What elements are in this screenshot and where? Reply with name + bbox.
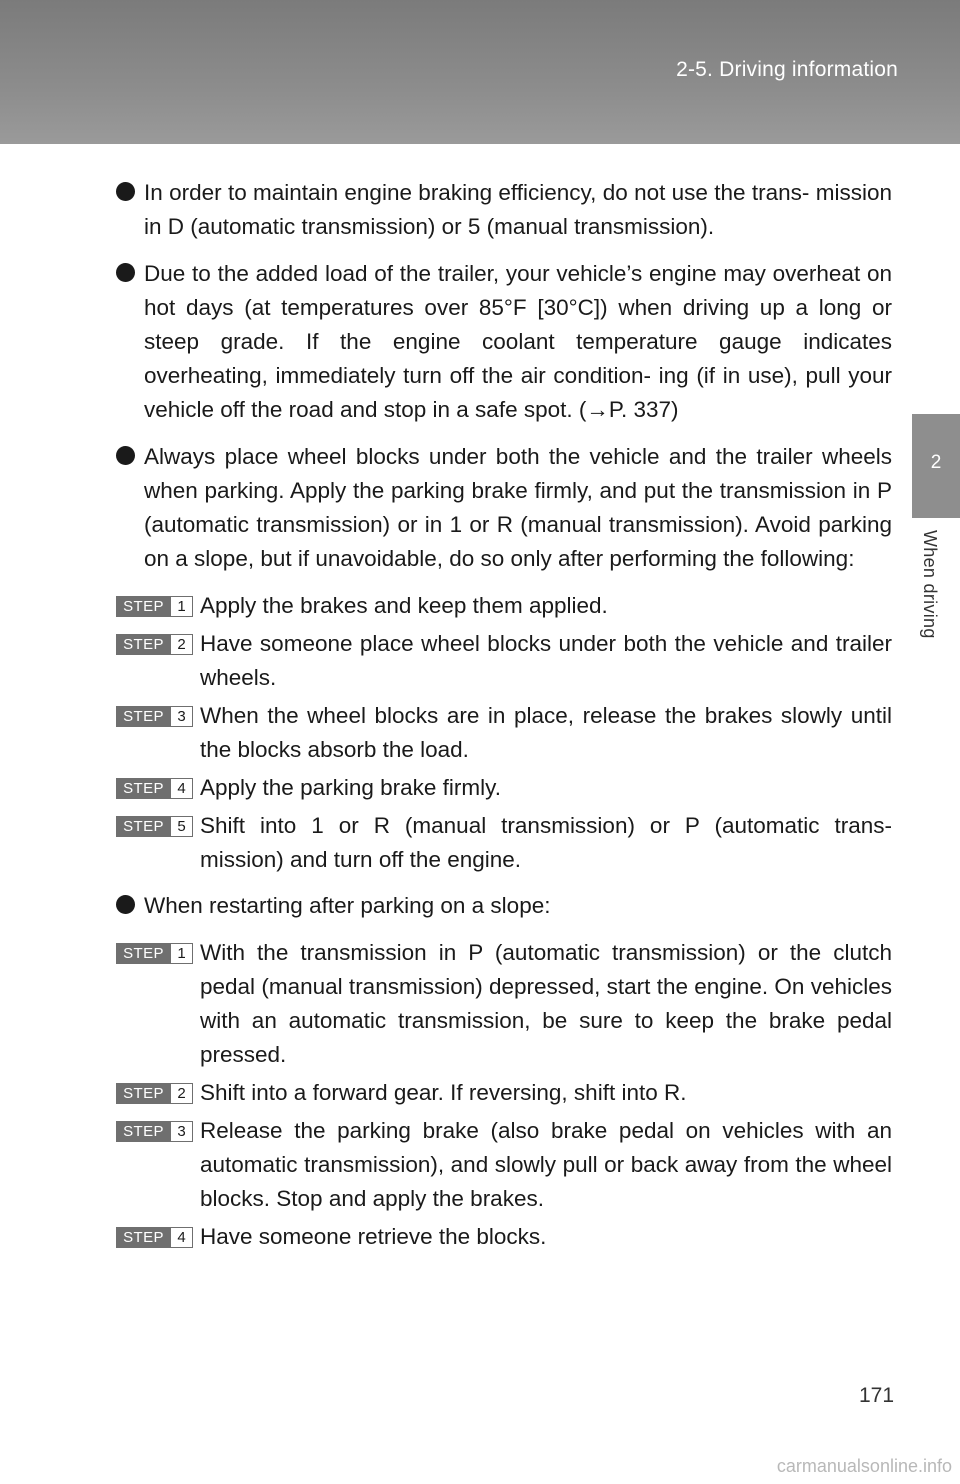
bullet-text: When restarting after parking on a slope:	[144, 893, 551, 918]
step-badge-label: STEP	[116, 634, 171, 655]
step-text: Shift into 1 or R (manual transmission) or P (automatic trans- mission) and turn off the engine.	[200, 813, 892, 872]
step-badge	[116, 1227, 193, 1248]
page-header	[0, 0, 960, 144]
bullet-item	[116, 889, 892, 923]
chapter-label: When driving	[920, 530, 940, 639]
step-badge-label: STEP	[116, 706, 171, 727]
step-badge-label: STEP	[116, 1121, 171, 1142]
watermark: carmanualsonline.info	[776, 1456, 952, 1476]
step-item	[116, 1220, 892, 1254]
step-text: When the wheel blocks are in place, release the brakes slowly until the blocks absorb the load.	[200, 703, 892, 762]
parking-steps	[116, 589, 892, 877]
step-badge	[116, 1083, 193, 1104]
bullet-dot-icon	[116, 446, 135, 465]
chapter-tab	[912, 414, 960, 518]
step-badge-label: STEP	[116, 943, 171, 964]
step-badge	[116, 816, 193, 837]
step-text: Apply the brakes and keep them applied.	[200, 593, 608, 618]
step-badge-number: 4	[171, 1227, 193, 1248]
step-badge-number: 1	[171, 943, 193, 964]
bullet-dot-icon	[116, 895, 135, 914]
step-badge-label: STEP	[116, 1227, 171, 1248]
step-text: Have someone place wheel blocks under both the vehicle and trailer wheels.	[200, 631, 892, 690]
step-badge-number: 3	[171, 706, 193, 727]
step-text: Release the parking brake (also brake pedal on vehicles with an automatic transmission), and slowly pull or back away from the wheel blocks. Stop and apply the brakes.	[200, 1118, 892, 1211]
step-item	[116, 627, 892, 695]
step-badge-label: STEP	[116, 1083, 171, 1104]
step-item	[116, 936, 892, 1072]
step-badge	[116, 634, 193, 655]
step-text: Have someone retrieve the blocks.	[200, 1224, 547, 1249]
step-badge-number: 1	[171, 596, 193, 617]
bullet-text: In order to maintain engine braking efficiency, do not use the trans- mission in D (automatic transmission) or 5 (manual transmission).	[144, 180, 892, 239]
step-item	[116, 1076, 892, 1110]
step-item	[116, 699, 892, 767]
step-text: Shift into a forward gear. If reversing, shift into R.	[200, 1080, 687, 1105]
bullet-item	[116, 176, 892, 244]
step-badge-number: 2	[171, 634, 193, 655]
step-badge-number: 2	[171, 1083, 193, 1104]
step-badge-label: STEP	[116, 816, 171, 837]
step-badge	[116, 706, 193, 727]
bullet-dot-icon	[116, 182, 135, 201]
chapter-number: 2	[930, 452, 942, 473]
step-badge-number: 5	[171, 816, 193, 837]
step-text: Apply the parking brake firmly.	[200, 775, 501, 800]
step-item	[116, 809, 892, 877]
step-badge	[116, 778, 193, 799]
step-badge	[116, 1121, 193, 1142]
bullet-item	[116, 257, 892, 427]
step-badge	[116, 943, 193, 964]
bullet-text: Always place wheel blocks under both the vehicle and the trailer wheels when parking. Apply the parking brake firmly, and put the transmission in P (automatic transmission) or in 1 or R (manual transmission). Avoid parking on a slope, but if unavoidable, do so only after performing the following:	[144, 444, 892, 571]
section-title: 2-5. Driving information	[676, 58, 898, 81]
restart-steps	[116, 936, 892, 1254]
page-number: 171	[859, 1384, 895, 1407]
step-badge	[116, 596, 193, 617]
step-badge-number: 4	[171, 778, 193, 799]
bullet-dot-icon	[116, 263, 135, 282]
step-badge-number: 3	[171, 1121, 193, 1142]
bullet-text: Due to the added load of the trailer, your vehicle’s engine may overheat on hot days (at temperatures over 85°F [30°C]) when driving up a long or steep grade. If the engine coolant temperature gauge indicates overheating, immediately turn off the air condition- ing (if in use), pull your vehicle off the road and stop in a safe spot. (→P. 337)	[144, 261, 892, 422]
step-text: With the transmission in P (automatic transmission) or the clutch pedal (manual transmission) depressed, start the engine. On vehicles with an automatic transmission, be sure to keep the brake pedal pressed.	[200, 940, 892, 1067]
page-content	[116, 176, 892, 1266]
step-badge-label: STEP	[116, 596, 171, 617]
step-item	[116, 771, 892, 805]
bullet-item	[116, 440, 892, 576]
step-badge-label: STEP	[116, 778, 171, 799]
step-item	[116, 589, 892, 623]
step-item	[116, 1114, 892, 1216]
